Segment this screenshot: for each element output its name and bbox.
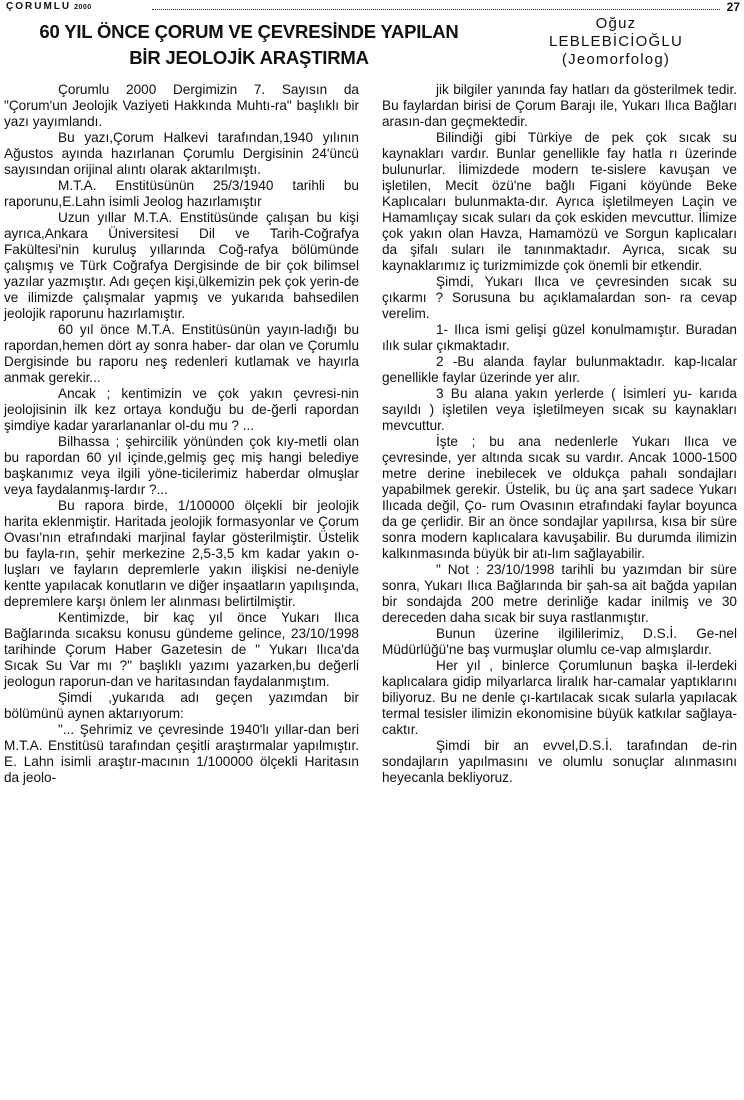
left-column (4, 82, 359, 786)
paragraph: Şimdi bir an evvel,D.S.İ. tarafından de-rin sondajların yapılmasını ve olumlu sonuçlar alınmasını heyecanla bekliyoruz. (382, 738, 737, 785)
paragraph: " Not : 23/10/1998 tarihli bu yazımdan bir süre sonra, Yukarı Ilıca Bağlarında bir şah-sa ait bağda yapılan bir sondajda 200 metre derinliğe kadar inilmiş ve 30 dereceden daha sıcak bir suya rastlanmıştır. (382, 562, 737, 625)
paragraph: 2 -Bu alanda faylar bulunmaktadır. kap-lıcalar genellikle faylar üzerinde yer alır. (382, 354, 737, 385)
paragraph: Her yıl , binlerce Çorumlunun başka il-lerdeki kaplıcalara gidip milyarlarca liralık har-camalar yaptıklarını biliyoruz. Bu ne denle çı-kartılacak sıcak sularla yapılacak termal tesisler ilimizin ekonomisine büyük katkılar sağlaya-caktır. (382, 658, 737, 737)
author-last-name: LEBLEBİCİOĞLU (549, 33, 683, 50)
running-header (0, 0, 744, 16)
paragraph: Ancak ; kentimizin ve çok yakın çevresi-nin jeolojisinin ilk kez ortaya konduğu bu de-ğerli rapordan şimdiye kadar yararlananlar ol-du mu ? ... (4, 386, 359, 433)
paragraph: 60 yıl önce M.T.A. Enstitüsünün yayın-ladığı bu rapordan,hemen dört ay sonra haber- dar olan ve Çorumlu Dergisinde bu raporu neş redenleri kutlamak ve hayırla anmak gerekir... (4, 322, 359, 385)
paragraph: Bu yazı,Çorum Halkevi tarafından,1940 yılının Ağustos ayında hazırlanan Çorumlu Dergisinin 24'üncü sayısından orijinal alıntı olarak aktarılmıştı. (4, 130, 359, 177)
paragraph: M.T.A. Enstitüsünün 25/3/1940 tarihli bu raporunu,E.Lahn isimli Jeolog hazırlamıştır (4, 178, 359, 209)
running-title (6, 1, 92, 12)
page-number: 27 (726, 0, 740, 14)
article-title-line-1: 60 YIL ÖNCE ÇORUM VE ÇEVRESİNDE YAPILAN (39, 21, 459, 42)
paragraph: Bu rapora birde, 1/100000 ölçekli bir jeolojik harita eklenmiştir. Haritada jeolojik formasyonlar ve Çorum Ovası'nın etrafındaki marjinal faylar gösterilmiştir. Üstelik bu fayla-rın, şehir merkezine 2,5-3,5 km kadar yakın o-luşları ve fayların depremlerle yakın ilişkisi ne-deniyle kentte yapılacak konutların ve diğer inşaatların yapılışında, depremlere karşı önlem ler alınması belirtilmiştir. (4, 498, 359, 609)
paragraph: Şimdi, Yukarı Ilıca ve çevresinden sıcak su çıkarmı ? Sorusuna bu açıklamalardan son- ra cevap verelim. (382, 274, 737, 321)
issue-year: 2000 (74, 4, 92, 11)
author-first-name: Oğuz (595, 15, 637, 32)
paragraph: Çorumlu 2000 Dergimizin 7. Sayısın da "Çorum'un Jeolojik Vaziyeti Hakkında Muhtı-ra" başlıklı bir yazı yayımlandı. (4, 82, 359, 129)
magazine-name: ÇORUMLU (6, 1, 72, 12)
paragraph: 1- Ilıca ismi gelişi güzel konulmamıştır. Buradan ılık sular çıkmaktadır. (382, 322, 737, 353)
paragraph: Uzun yıllar M.T.A. Enstitüsünde çalışan bu kişi ayrıca,Ankara Üniversitesi Dil ve Tarih-Coğrafya Fakültesi'nin kuruluş yıllarında Coğ-rafya bölümünde çalışmış ve Türk Coğrafya Dergisinde de bir çok bilimsel yazılar yazmıştır. Adı geçen kişi,ülkemizin pek çok yerin-de ve ilimizde çalışmalar yapmış ve yukarıda bahsedilen jeolojik raporunu hazırlamıştır. (4, 210, 359, 321)
paragraph: jik bilgiler yanında fay hatları da gösterilmek tedir. Bu faylardan birisi de Çorum Barajı ile, Yukarı Ilıca Bağları arasın-dan geçmektedir. (382, 82, 737, 129)
paragraph: Bunun üzerine ilgililerimiz, D.S.İ. Ge-nel Müdürlüğü'ne baş vurmuşlar olumlu ce-vap almışlardır. (382, 626, 737, 657)
paragraph: Kentimizde, bir kaç yıl önce Yukarı Ilıca Bağlarında sıcaksu konusu gündeme gelince, 23/10/1998 tarihinde Çorum Haber Gazetesin de " Yukarı Ilıca'da Sıcak Su Var mı ?" başlıklı yazımı yazarken,bu değerli jeologun raporun-dan ve haritasından faydalanmıştım. (4, 610, 359, 689)
paragraph: "... Şehrimiz ve çevresinde 1940'lı yıllar-dan beri M.T.A. Enstitüsü tarafından çeşitli araştırmalar yapılmıştır. E. Lahn isimli araştır-macının 1/100000 ölçekli Haritasın da jeolo- (4, 722, 359, 785)
article-title-line-2: BİR JEOLOJİK ARAŞTIRMA (129, 47, 369, 68)
paragraph: Bilindiği gibi Türkiye de pek çok sıcak su kaynakları vardır. Bunlar genellikle fay hatla rı üzerinde bulunurlar. İlimizdede modern te-sislere kavuşan ve işletilen, Mecit özü'ne bağlı Figani köyünde Beke Kaplıcaları bulunmakta-dır. Ayrıca işletilmeyen Laçin ve Hamamlıçay sıcak suları da çok eskiden mevcuttur. İlimize çok yakın olan Havza, Hamamözü ve Sorgun kaplıcaları da şifalı suları ile tanınmaktadır. Ayrıca, sıcak su kaynaklarımız iç turizmimizde çok önemli bir etkendir. (382, 130, 737, 273)
paragraph: Şimdi ,yukarıda adı geçen yazımdan bir bölümünü aynen aktarıyorum: (4, 690, 359, 721)
paragraph: Bilhassa ; şehircilik yönünden çok kıy-metli olan bu rapordan 60 yıl içinde,gelmiş geç miş hangi belediye başkanımız veya ilgili yöne-ticilerimiz haberdar olmuşlar veya faydalanmış-lardır ?... (4, 434, 359, 497)
right-column (382, 82, 737, 786)
author-role: (Jeomorfolog) (561, 51, 671, 68)
paragraph: 3 Bu alana yakın yerlerde ( İsimleri yu- karıda sayıldı ) işletilen veya işletilmeyen sıcak su kaynakları mevcuttur. (382, 386, 737, 433)
header-dotted-rule (152, 9, 720, 10)
paragraph: İşte ; bu ana nedenlerle Yukarı Ilıca ve çevresinde, yer altında sıcak su vardır. Ancak 1000-1500 metre derine inebilecek ve oldukça pahalı sondajları yapabilmek gerekir. Üstelik, bu üç ana şart sadece Yukarı Ilıcada değil, Ço- rum Ovasının etrafındaki faylar boyunca da ge çerlidir. Bir an önce sondajlar yapılırsa, kısa bir süre sonra modern kaplıcalara kavuşabilir. Bu durumda ilimizin kalkınmasında büyük bir atı-lım sağlayabilir. (382, 434, 737, 561)
